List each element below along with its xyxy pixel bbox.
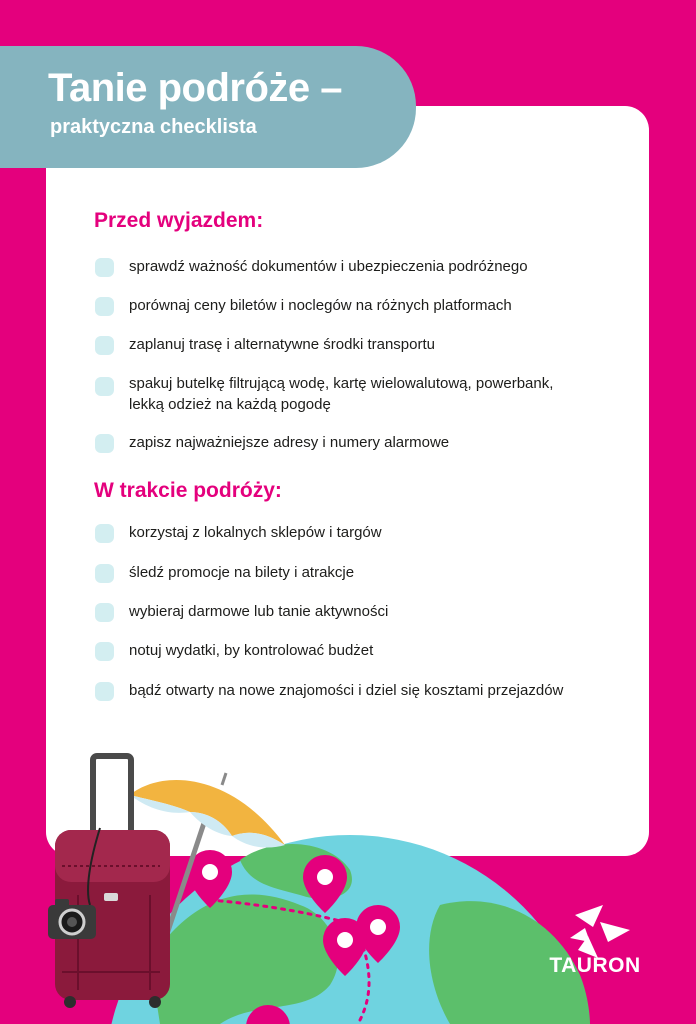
checklist-item-text: wybieraj darmowe lub tanie aktywności (129, 603, 389, 620)
page-subtitle: praktyczna checklista (50, 116, 257, 138)
checklist-item-text: korzystaj z lokalnych sklepów i targów (129, 524, 382, 541)
checklist-item-text: porównaj ceny biletów i noclegów na różnych platformach (129, 297, 512, 314)
checklist-item-text: bądź otwarty na nowe znajomości i dziel się kosztami przejazdów (129, 682, 564, 699)
checklist-item-text: zaplanuj trasę i alternatywne środki transportu (129, 336, 435, 353)
page-title: Tanie podróże – (48, 66, 343, 110)
checklist-item-text: sprawdź ważność dokumentów i ubezpieczenia podróżnego (129, 258, 528, 275)
tauron-logo (540, 900, 650, 980)
checklist-item-text: spakuj butelkę filtrującą wodę, kartę wielowalutową, powerbank, lekką odzież na każdą pogodę (129, 375, 554, 413)
checklist-item-text: zapisz najważniejsze adresy i numery alarmowe (129, 434, 450, 451)
section-heading-before-trip: Przed wyjazdem: (94, 209, 264, 232)
logo-text: TAURON (549, 954, 641, 977)
section-heading-during-trip: W trakcie podróży: (94, 479, 282, 502)
checklist-item-text: notuj wydatki, by kontrolować budżet (129, 642, 374, 659)
checklist-item-text: śledź promocje na bilety i atrakcje (129, 564, 355, 581)
